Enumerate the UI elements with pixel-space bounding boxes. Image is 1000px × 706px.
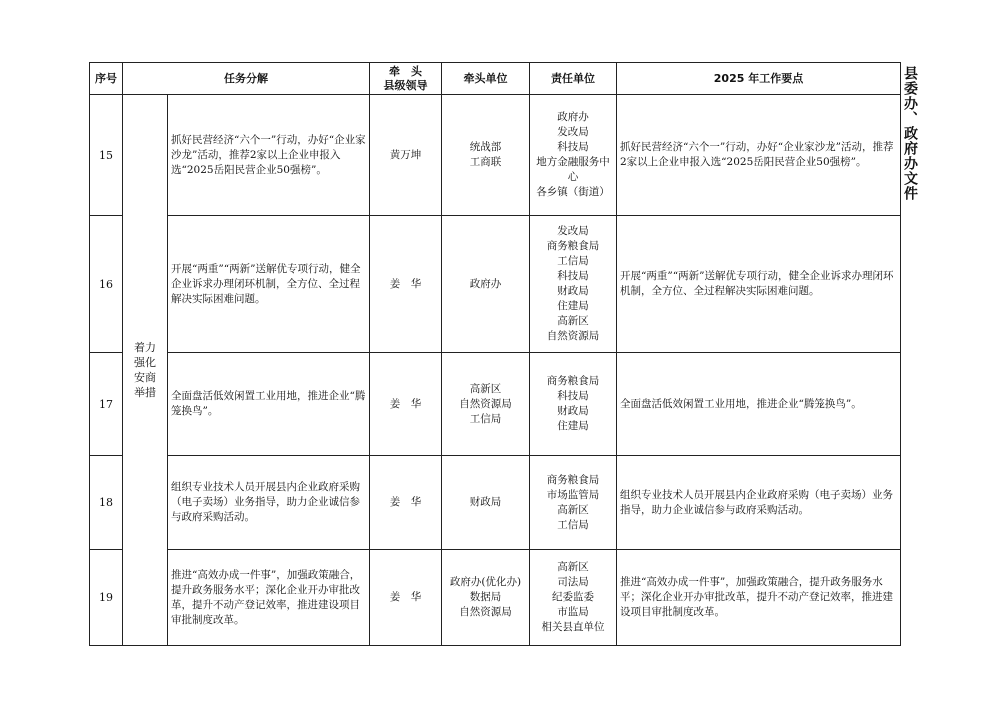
table-row <box>90 95 901 216</box>
row-seq: 17 <box>90 353 123 456</box>
row-seq: 19 <box>90 550 123 646</box>
lead-unit-item: 统战部 <box>469 141 502 153</box>
resp-unit-item: 政府办 <box>557 111 589 123</box>
row-lead-unit <box>442 456 530 550</box>
header-task: 任务分解 <box>123 63 370 95</box>
row-task: 推进“高效办成一件事”，加强政策融合，提升政务服务水平；深化企业开办审批改革，提升不动产登记效率，推进建设项目审批制度改革。 <box>168 550 370 646</box>
table-row <box>90 550 901 646</box>
resp-unit-item: 科技局 <box>557 141 589 153</box>
resp-unit-item: 工信局 <box>557 255 589 267</box>
resp-unit-item: 商务粮食局 <box>546 240 600 252</box>
category-cell <box>123 95 168 646</box>
resp-unit-item: 高新区 <box>557 561 589 573</box>
row-leader: 姜 华 <box>370 550 442 646</box>
resp-unit-item: 市场监管局 <box>546 488 600 501</box>
row-resp-unit <box>530 95 617 216</box>
resp-unit-item: 高新区 <box>557 315 589 327</box>
row-task: 抓好民营经济“六个一”行动，办好“企业家沙龙”活动，推荐2家以上企业申报入选“2025岳阳民营企业50强榜”。 <box>168 95 370 216</box>
category-label: 着力强化安商举措 <box>134 341 156 399</box>
row-lead-unit <box>442 550 530 646</box>
resp-unit-item: 科技局 <box>557 390 589 402</box>
resp-unit-item: 纪委监委 <box>552 591 594 603</box>
row-task: 全面盘活低效闲置工业用地，推进企业“腾笼换鸟”。 <box>168 353 370 456</box>
lead-unit-item: 财政局 <box>469 496 502 508</box>
table-row <box>90 353 901 456</box>
resp-unit-item: 自然资源局 <box>546 330 600 342</box>
row-resp-unit <box>530 550 617 646</box>
row-resp-unit <box>530 216 617 353</box>
side-label: 县委办、政府办文件 <box>902 66 918 201</box>
header-leader: 牵 头 县级领导 <box>370 63 442 95</box>
resp-unit-item: 科技局 <box>557 270 589 282</box>
resp-unit-item: 商务粮食局 <box>546 375 600 387</box>
row-lead-unit <box>442 216 530 353</box>
lead-unit-item: 政府办 <box>469 277 502 290</box>
lead-unit-item: 自然资源局 <box>459 606 512 618</box>
header-row <box>90 63 901 95</box>
row-seq: 18 <box>90 456 123 550</box>
resp-unit-item: 商务粮食局 <box>546 473 600 486</box>
row-points: 全面盘活低效闲置工业用地，推进企业“腾笼换鸟”。 <box>617 353 901 456</box>
resp-unit-item: 住建局 <box>557 300 589 312</box>
table-row <box>90 216 901 353</box>
row-task: 开展“两重”“两新”送解优专项行动，健全企业诉求办理闭环机制，全方位、全过程解决实际困难问题。 <box>168 216 370 353</box>
resp-unit-item: 工信局 <box>557 518 589 531</box>
header-resp-unit: 责任单位 <box>530 63 617 95</box>
row-points: 推进“高效办成一件事”，加强政策融合，提升政务服务水平；深化企业开办审批改革，提升不动产登记效率，推进建设项目审批制度改革。 <box>617 550 901 646</box>
row-seq: 16 <box>90 216 123 353</box>
lead-unit-item: 自然资源局 <box>459 397 512 410</box>
resp-unit-item: 市监局 <box>557 606 589 618</box>
resp-unit-item: 地方金融服务中心 <box>536 156 610 183</box>
lead-unit-item: 政府办(优化办) <box>449 576 522 588</box>
resp-unit-item: 发改局 <box>557 126 589 138</box>
header-seq: 序号 <box>90 63 123 95</box>
lead-unit-item: 数据局 <box>469 591 502 603</box>
row-lead-unit <box>442 353 530 456</box>
row-leader: 姜 华 <box>370 216 442 353</box>
row-lead-unit <box>442 95 530 216</box>
row-leader: 姜 华 <box>370 353 442 456</box>
lead-unit-item: 高新区 <box>469 382 502 395</box>
row-resp-unit <box>530 353 617 456</box>
row-points: 组织专业技术人员开展县内企业政府采购（电子卖场）业务指导，助力企业诚信参与政府采购活动。 <box>617 456 901 550</box>
task-table <box>89 62 901 646</box>
resp-unit-item: 各乡镇（街道） <box>536 186 610 198</box>
row-resp-unit <box>530 456 617 550</box>
row-leader: 姜 华 <box>370 456 442 550</box>
row-points: 开展“两重”“两新”送解优专项行动，健全企业诉求办理闭环机制，全方位、全过程解决实际困难问题。 <box>617 216 901 353</box>
header-lead-unit: 牵头单位 <box>442 63 530 95</box>
row-task: 组织专业技术人员开展县内企业政府采购（电子卖场）业务指导，助力企业诚信参与政府采购活动。 <box>168 456 370 550</box>
resp-unit-item: 住建局 <box>557 420 589 432</box>
resp-unit-item: 相关县直单位 <box>541 621 605 633</box>
table-row <box>90 456 901 550</box>
row-leader: 黄万坤 <box>370 95 442 216</box>
resp-unit-item: 高新区 <box>557 503 589 516</box>
lead-unit-item: 工信局 <box>469 412 502 425</box>
resp-unit-item: 财政局 <box>557 285 589 297</box>
resp-unit-item: 发改局 <box>557 225 589 237</box>
resp-unit-item: 司法局 <box>557 576 589 588</box>
row-seq: 15 <box>90 95 123 216</box>
header-points: 2025 年工作要点 <box>617 63 901 95</box>
lead-unit-item: 工商联 <box>469 156 502 168</box>
row-points: 抓好民营经济“六个一”行动，办好“企业家沙龙”活动，推荐2家以上企业申报入选“2025岳阳民营企业50强榜”。 <box>617 95 901 216</box>
resp-unit-item: 财政局 <box>557 405 589 417</box>
